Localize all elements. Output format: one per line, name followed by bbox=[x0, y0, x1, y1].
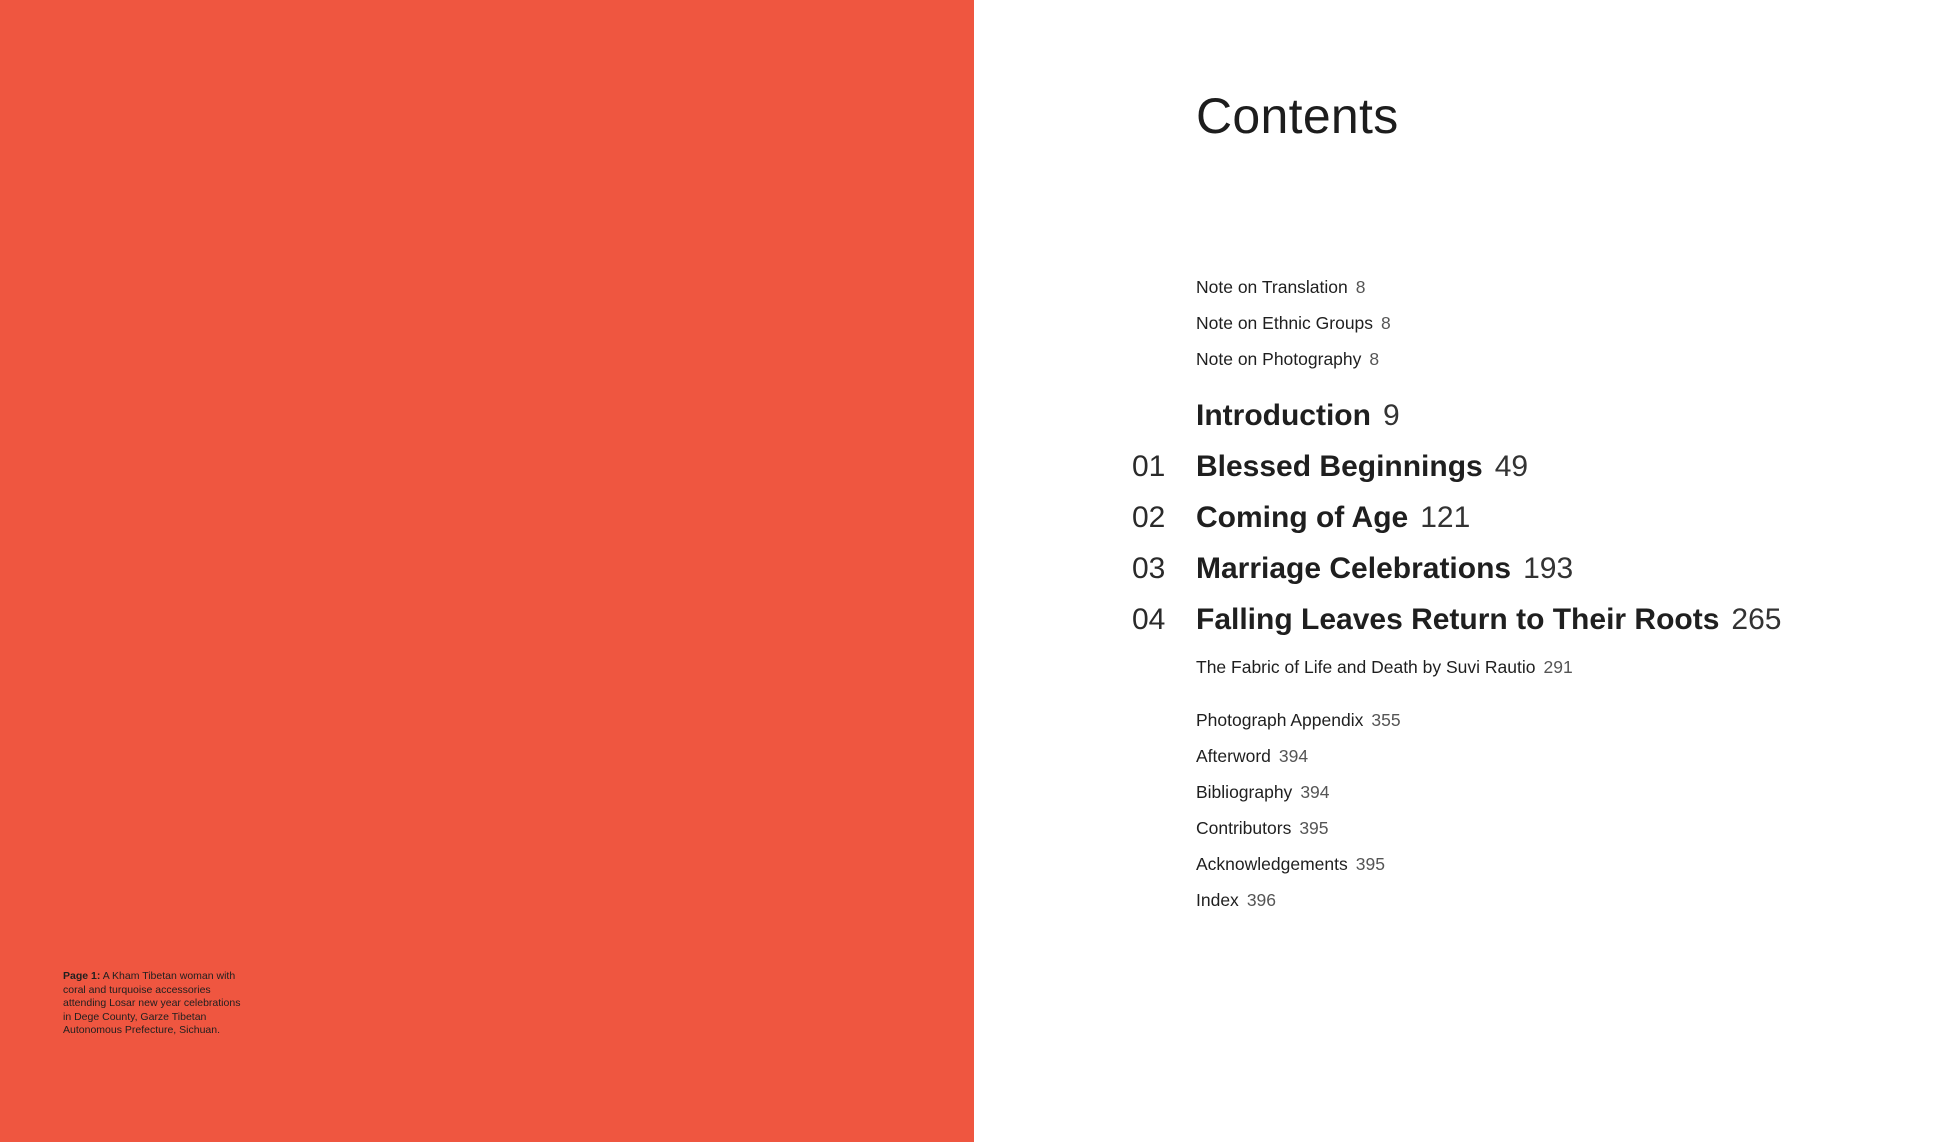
toc-entry-label: Note on Photography bbox=[1196, 349, 1362, 369]
toc-entry-afterword[interactable] bbox=[1196, 745, 1308, 767]
toc-entry-label: Coming of Age bbox=[1196, 501, 1409, 534]
toc-entry-bibliography[interactable] bbox=[1196, 781, 1330, 803]
toc-entry-page: 394 bbox=[1300, 782, 1330, 802]
toc-entry-label: Blessed Beginnings bbox=[1196, 450, 1483, 483]
photo-caption bbox=[63, 970, 248, 1038]
toc-entry-page: 49 bbox=[1494, 450, 1529, 483]
toc-entry-photograph-appendix[interactable] bbox=[1196, 709, 1401, 731]
toc-entry-index[interactable] bbox=[1196, 889, 1276, 911]
caption-text: A Kham Tibetan woman with coral and turquoise accessories attending Losar new year celebrations in Dege County, Garze Tibetan Autonomous Prefecture, Sichuan. bbox=[63, 970, 241, 1036]
toc-entry-label: Contributors bbox=[1196, 818, 1292, 838]
toc-entry-label: The Fabric of Life and Death by Suvi Rautio bbox=[1196, 657, 1536, 677]
toc-entry-page: 8 bbox=[1381, 313, 1391, 333]
toc-entry-chapter-marriage-celebrations[interactable] bbox=[1196, 551, 1573, 587]
chapter-number: 03 bbox=[1132, 552, 1166, 585]
toc-entry-page: 9 bbox=[1382, 399, 1400, 432]
toc-entry-page: 291 bbox=[1543, 657, 1573, 677]
toc-entry-page: 395 bbox=[1299, 818, 1329, 838]
toc-entry-page: 8 bbox=[1355, 277, 1366, 297]
toc-entry-page: 355 bbox=[1371, 710, 1401, 730]
toc-entry-page: 394 bbox=[1278, 746, 1309, 766]
toc-entry-label: Bibliography bbox=[1196, 782, 1293, 802]
toc-entry-label: Marriage Celebrations bbox=[1196, 552, 1512, 585]
toc-entry-contributors[interactable] bbox=[1196, 817, 1329, 839]
toc-entry-acknowledgements[interactable] bbox=[1196, 853, 1385, 875]
caption-label: Page 1: bbox=[63, 970, 101, 982]
toc-entry-label: Note on Translation bbox=[1196, 277, 1348, 297]
chapter-number: 02 bbox=[1132, 501, 1166, 534]
toc-entry-page: 396 bbox=[1246, 890, 1277, 910]
toc-entry-chapter-coming-of-age[interactable] bbox=[1196, 500, 1470, 536]
toc-entry-label: Introduction bbox=[1196, 399, 1371, 432]
chapter-number: 04 bbox=[1132, 603, 1166, 636]
page-title: Contents bbox=[1196, 88, 1399, 144]
toc-entry-label: Photograph Appendix bbox=[1196, 710, 1364, 730]
toc-entry-note-on-photography[interactable] bbox=[1196, 348, 1379, 370]
chapter-number: 01 bbox=[1132, 450, 1166, 483]
toc-entry-label: Afterword bbox=[1196, 746, 1271, 766]
toc-entry-chapter-falling-leaves[interactable] bbox=[1196, 602, 1781, 638]
toc-entry-note-on-ethnic-groups[interactable] bbox=[1196, 312, 1391, 334]
toc-entry-label: Note on Ethnic Groups bbox=[1196, 313, 1374, 333]
toc-entry-page: 395 bbox=[1355, 854, 1385, 874]
toc-entry-chapter-blessed-beginnings[interactable] bbox=[1196, 449, 1528, 485]
toc-entry-page: 193 bbox=[1523, 552, 1574, 585]
toc-entry-label: Acknowledgements bbox=[1196, 854, 1348, 874]
toc-entry-note-on-translation[interactable] bbox=[1196, 276, 1366, 298]
toc-entry-page: 121 bbox=[1420, 501, 1471, 534]
toc-entry-label: Falling Leaves Return to Their Roots bbox=[1196, 603, 1720, 636]
toc-entry-page: 8 bbox=[1369, 349, 1380, 369]
toc-entry-page: 265 bbox=[1731, 603, 1782, 636]
toc-entry-label: Index bbox=[1196, 890, 1239, 910]
toc-entry-essay[interactable] bbox=[1196, 656, 1573, 678]
toc-entry-introduction[interactable] bbox=[1196, 398, 1400, 434]
